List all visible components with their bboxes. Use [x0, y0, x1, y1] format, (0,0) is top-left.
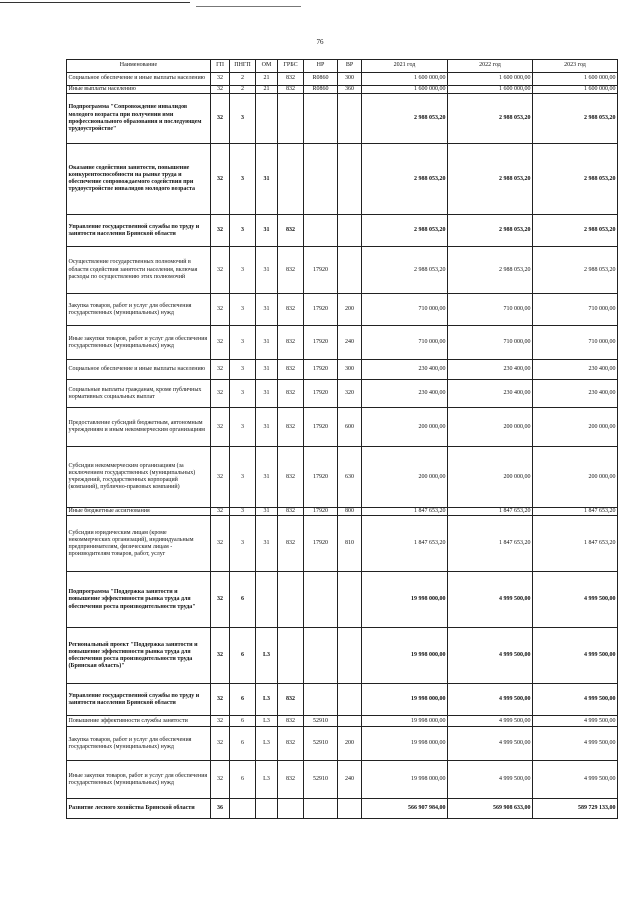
row-2022: 4 999 500,00	[448, 684, 533, 716]
row-grbs: 832	[278, 73, 304, 86]
table-row	[67, 716, 618, 727]
row-vr	[338, 215, 362, 247]
row-gp: 32	[211, 408, 230, 447]
row-om: 21	[256, 73, 278, 86]
table-row	[67, 447, 618, 508]
row-nr: R0860	[304, 86, 338, 94]
row-2021: 1 847 653,20	[362, 508, 448, 516]
row-om	[256, 799, 278, 819]
row-2021: 200 000,00	[362, 447, 448, 508]
row-2022: 4 999 500,00	[448, 761, 533, 799]
row-2023: 230 400,00	[533, 380, 618, 408]
row-name: Управление государственной службы по труду и занятости населения Брянской области	[67, 215, 211, 247]
row-2023: 4 999 500,00	[533, 572, 618, 628]
row-name: Региональный проект "Поддержка занятости и повышение эффективности рынка труда для обеспечения роста производительности труда (Брянская область)"	[67, 628, 211, 684]
row-nr	[304, 144, 338, 215]
row-2023: 4 999 500,00	[533, 628, 618, 684]
row-2021: 2 988 053,20	[362, 144, 448, 215]
row-pngp: 3	[230, 360, 256, 380]
row-grbs	[278, 94, 304, 144]
row-pngp: 3	[230, 508, 256, 516]
row-vr	[338, 247, 362, 294]
table-row	[67, 326, 618, 360]
row-pngp: 3	[230, 408, 256, 447]
row-2022: 2 988 053,20	[448, 215, 533, 247]
row-nr: R0860	[304, 73, 338, 86]
table-row	[67, 215, 618, 247]
row-name: Закупка товаров, работ и услуг для обеспечения государственных (муниципальных) нужд	[67, 727, 211, 761]
row-vr	[338, 144, 362, 215]
row-2022: 2 988 053,20	[448, 247, 533, 294]
row-gp: 32	[211, 94, 230, 144]
row-2021: 566 907 984,00	[362, 799, 448, 819]
row-2023: 4 999 500,00	[533, 727, 618, 761]
row-om: 31	[256, 516, 278, 572]
row-om	[256, 94, 278, 144]
row-2023: 1 600 000,00	[533, 86, 618, 94]
row-grbs: 832	[278, 247, 304, 294]
row-name: Управление государственной службы по труду и занятости населения Брянской области	[67, 684, 211, 716]
row-name: Закупка товаров, работ и услуг для обеспечения государственных (муниципальных) нужд	[67, 294, 211, 326]
row-grbs: 832	[278, 447, 304, 508]
row-2021: 1 600 000,00	[362, 86, 448, 94]
row-vr	[338, 572, 362, 628]
row-name: Иные закупки товаров, работ и услуг для обеспечения государственных (муниципальных) нужд	[67, 761, 211, 799]
row-om: L3	[256, 727, 278, 761]
row-grbs	[278, 628, 304, 684]
row-name: Социальные выплаты гражданам, кроме публичных нормативных социальных выплат	[67, 380, 211, 408]
row-om: 31	[256, 508, 278, 516]
row-om: 31	[256, 215, 278, 247]
budget-table	[66, 59, 618, 819]
row-name: Субсидии некоммерческим организациям (за исключением государственных (муниципальных) учреждений, государственных корпораций (компаний), публично-правовых компаний)	[67, 447, 211, 508]
header-gp: ГП	[211, 60, 230, 73]
row-2023: 710 000,00	[533, 294, 618, 326]
row-grbs: 832	[278, 326, 304, 360]
row-pngp: 2	[230, 73, 256, 86]
row-2021: 19 998 000,00	[362, 761, 448, 799]
row-2022: 710 000,00	[448, 294, 533, 326]
row-vr: 320	[338, 380, 362, 408]
row-2021: 2 988 053,20	[362, 247, 448, 294]
row-vr	[338, 684, 362, 716]
row-pngp: 6	[230, 572, 256, 628]
row-vr	[338, 94, 362, 144]
row-name: Оказание содействия занятости, повышение конкурентоспособности на рынке труда и обеспечение сопровождаемого содействия при трудоустройстве инвалидов молодого возраста	[67, 144, 211, 215]
row-grbs: 832	[278, 360, 304, 380]
row-om: 31	[256, 447, 278, 508]
row-2021: 230 400,00	[362, 380, 448, 408]
row-2023: 1 847 653,20	[533, 516, 618, 572]
table-row	[67, 727, 618, 761]
header-name: Наименование	[67, 60, 211, 73]
row-gp: 32	[211, 572, 230, 628]
row-grbs: 832	[278, 716, 304, 727]
row-gp: 32	[211, 360, 230, 380]
row-pngp: 6	[230, 727, 256, 761]
row-grbs: 832	[278, 516, 304, 572]
row-gp: 32	[211, 684, 230, 716]
row-nr: 17920	[304, 247, 338, 294]
table-row	[67, 144, 618, 215]
row-2022: 1 847 653,20	[448, 516, 533, 572]
row-name: Субсидии юридическим лицам (кроме некоммерческих организаций), индивидуальным предпринимателям, физическим лицам - производителям товаров, работ, услуг	[67, 516, 211, 572]
row-2021: 2 988 053,20	[362, 94, 448, 144]
row-nr: 52910	[304, 716, 338, 727]
row-2021: 19 998 000,00	[362, 716, 448, 727]
row-2022: 200 000,00	[448, 447, 533, 508]
row-pngp: 6	[230, 716, 256, 727]
header-2021: 2021 год	[362, 60, 448, 73]
row-2022: 4 999 500,00	[448, 572, 533, 628]
row-2022: 4 999 500,00	[448, 727, 533, 761]
row-gp: 32	[211, 628, 230, 684]
header-pngp: ПНГП	[230, 60, 256, 73]
row-vr: 800	[338, 508, 362, 516]
row-name: Иные выплаты населению	[67, 86, 211, 94]
row-2022: 4 999 500,00	[448, 716, 533, 727]
row-nr	[304, 572, 338, 628]
table-row	[67, 684, 618, 716]
row-name: Подпрограмма "Поддержка занятости и повышение эффективности рынка труда для обеспечения роста производительности труда"	[67, 572, 211, 628]
row-om: 21	[256, 86, 278, 94]
table-row	[67, 294, 618, 326]
row-grbs: 832	[278, 86, 304, 94]
row-2023: 2 988 053,20	[533, 94, 618, 144]
table-row	[67, 380, 618, 408]
row-2023: 2 988 053,20	[533, 144, 618, 215]
row-pngp: 3	[230, 326, 256, 360]
row-pngp: 3	[230, 447, 256, 508]
row-gp: 32	[211, 144, 230, 215]
table-row	[67, 572, 618, 628]
row-vr: 600	[338, 408, 362, 447]
row-2023: 1 600 000,00	[533, 73, 618, 86]
row-2023: 2 988 053,20	[533, 247, 618, 294]
row-nr: 17920	[304, 380, 338, 408]
row-pngp: 3	[230, 294, 256, 326]
row-name: Предоставление субсидий бюджетным, автономным учреждениям и иным некоммерческим организациям	[67, 408, 211, 447]
row-vr: 200	[338, 727, 362, 761]
table-row	[67, 628, 618, 684]
row-2022: 2 988 053,20	[448, 94, 533, 144]
table-row	[67, 360, 618, 380]
row-grbs: 832	[278, 727, 304, 761]
row-om	[256, 572, 278, 628]
row-vr	[338, 628, 362, 684]
row-pngp: 3	[230, 380, 256, 408]
row-grbs	[278, 799, 304, 819]
row-gp: 32	[211, 727, 230, 761]
row-pngp: 6	[230, 684, 256, 716]
row-name: Подпрограмма "Сопровождение инвалидов молодого возраста при получении ими профессионального образования и последующем трудоустройстве"	[67, 94, 211, 144]
row-pngp: 6	[230, 628, 256, 684]
row-pngp: 2	[230, 86, 256, 94]
row-gp: 32	[211, 294, 230, 326]
row-2023: 200 000,00	[533, 408, 618, 447]
table-header-row	[67, 60, 618, 73]
row-vr: 240	[338, 761, 362, 799]
row-grbs	[278, 572, 304, 628]
header-vr: ВР	[338, 60, 362, 73]
top-rule	[0, 2, 190, 3]
row-vr	[338, 716, 362, 727]
row-2023: 710 000,00	[533, 326, 618, 360]
row-nr: 17920	[304, 360, 338, 380]
row-2021: 19 998 000,00	[362, 628, 448, 684]
row-2021: 710 000,00	[362, 294, 448, 326]
row-gp: 32	[211, 86, 230, 94]
row-grbs: 832	[278, 408, 304, 447]
header-nr: НР	[304, 60, 338, 73]
row-2023: 2 988 053,20	[533, 215, 618, 247]
row-2021: 1 847 653,20	[362, 516, 448, 572]
row-nr: 17920	[304, 516, 338, 572]
row-2023: 4 999 500,00	[533, 716, 618, 727]
row-2022: 710 000,00	[448, 326, 533, 360]
top-rule-short	[196, 6, 301, 7]
row-2022: 230 400,00	[448, 360, 533, 380]
row-name: Повышение эффективности службы занятости	[67, 716, 211, 727]
row-2021: 19 998 000,00	[362, 684, 448, 716]
row-nr	[304, 628, 338, 684]
row-nr: 17920	[304, 447, 338, 508]
row-om: 31	[256, 294, 278, 326]
row-2021: 710 000,00	[362, 326, 448, 360]
table-row	[67, 94, 618, 144]
row-pngp: 3	[230, 215, 256, 247]
row-vr: 300	[338, 73, 362, 86]
row-grbs: 832	[278, 294, 304, 326]
row-2022: 1 600 000,00	[448, 73, 533, 86]
row-grbs: 832	[278, 684, 304, 716]
row-nr: 52910	[304, 761, 338, 799]
table-row	[67, 508, 618, 516]
row-gp: 36	[211, 799, 230, 819]
row-nr: 17920	[304, 326, 338, 360]
row-2021: 200 000,00	[362, 408, 448, 447]
header-om: ОМ	[256, 60, 278, 73]
row-om: L3	[256, 716, 278, 727]
row-gp: 32	[211, 73, 230, 86]
row-2021: 19 998 000,00	[362, 727, 448, 761]
row-nr: 17920	[304, 294, 338, 326]
table-row	[67, 408, 618, 447]
row-nr	[304, 799, 338, 819]
row-pngp: 3	[230, 144, 256, 215]
row-name: Иные закупки товаров, работ и услуг для обеспечения государственных (муниципальных) нужд	[67, 326, 211, 360]
row-pngp: 3	[230, 247, 256, 294]
row-om: 31	[256, 380, 278, 408]
row-2022: 1 847 653,20	[448, 508, 533, 516]
row-grbs: 832	[278, 508, 304, 516]
row-2022: 2 988 053,20	[448, 144, 533, 215]
row-om: L3	[256, 684, 278, 716]
row-nr: 52910	[304, 727, 338, 761]
row-2021: 230 400,00	[362, 360, 448, 380]
row-2023: 1 847 653,20	[533, 508, 618, 516]
row-grbs	[278, 144, 304, 215]
row-om: 31	[256, 360, 278, 380]
row-gp: 32	[211, 380, 230, 408]
row-2022: 1 600 000,00	[448, 86, 533, 94]
row-nr	[304, 215, 338, 247]
row-om: 31	[256, 408, 278, 447]
row-name: Социальное обеспечение и иные выплаты населению	[67, 360, 211, 380]
row-vr: 810	[338, 516, 362, 572]
row-pngp: 3	[230, 94, 256, 144]
row-gp: 32	[211, 516, 230, 572]
row-pngp: 6	[230, 761, 256, 799]
row-2022: 569 908 633,00	[448, 799, 533, 819]
row-nr: 17920	[304, 408, 338, 447]
page-number: 76	[316, 38, 324, 46]
row-name: Осуществление государственных полномочий в области содействия занятости населения, включая расходы по осуществлению этих полномочий	[67, 247, 211, 294]
row-vr: 300	[338, 360, 362, 380]
row-vr: 240	[338, 326, 362, 360]
row-2021: 2 988 053,20	[362, 215, 448, 247]
header-2022: 2022 год	[448, 60, 533, 73]
row-2023: 589 729 133,00	[533, 799, 618, 819]
header-grbs: ГРБС	[278, 60, 304, 73]
row-vr: 200	[338, 294, 362, 326]
row-gp: 32	[211, 215, 230, 247]
row-vr	[338, 799, 362, 819]
row-gp: 32	[211, 447, 230, 508]
table-row	[67, 761, 618, 799]
row-2021: 19 998 000,00	[362, 572, 448, 628]
row-om: 31	[256, 247, 278, 294]
row-grbs: 832	[278, 380, 304, 408]
row-om: 31	[256, 144, 278, 215]
row-pngp: 3	[230, 516, 256, 572]
table-row	[67, 516, 618, 572]
row-nr	[304, 94, 338, 144]
row-2023: 230 400,00	[533, 360, 618, 380]
table-row	[67, 73, 618, 86]
row-vr: 630	[338, 447, 362, 508]
row-gp: 32	[211, 508, 230, 516]
row-name: Социальное обеспечение и иные выплаты населению	[67, 73, 211, 86]
row-gp: 32	[211, 326, 230, 360]
row-gp: 32	[211, 761, 230, 799]
row-pngp	[230, 799, 256, 819]
row-om: L3	[256, 761, 278, 799]
row-2022: 4 999 500,00	[448, 628, 533, 684]
table-row	[67, 799, 618, 819]
row-gp: 32	[211, 716, 230, 727]
header-2023: 2023 год	[533, 60, 618, 73]
row-vr: 360	[338, 86, 362, 94]
row-name: Иные бюджетные ассигнования	[67, 508, 211, 516]
row-2022: 230 400,00	[448, 380, 533, 408]
row-gp: 32	[211, 247, 230, 294]
row-nr	[304, 684, 338, 716]
row-2022: 200 000,00	[448, 408, 533, 447]
row-om: L3	[256, 628, 278, 684]
row-grbs: 832	[278, 215, 304, 247]
row-name: Развитие лесного хозяйства Брянской области	[67, 799, 211, 819]
row-grbs: 832	[278, 761, 304, 799]
table-row	[67, 86, 618, 94]
row-2023: 4 999 500,00	[533, 761, 618, 799]
row-2023: 200 000,00	[533, 447, 618, 508]
row-om: 31	[256, 326, 278, 360]
table-row	[67, 247, 618, 294]
row-2023: 4 999 500,00	[533, 684, 618, 716]
row-2021: 1 600 000,00	[362, 73, 448, 86]
row-nr: 17920	[304, 508, 338, 516]
